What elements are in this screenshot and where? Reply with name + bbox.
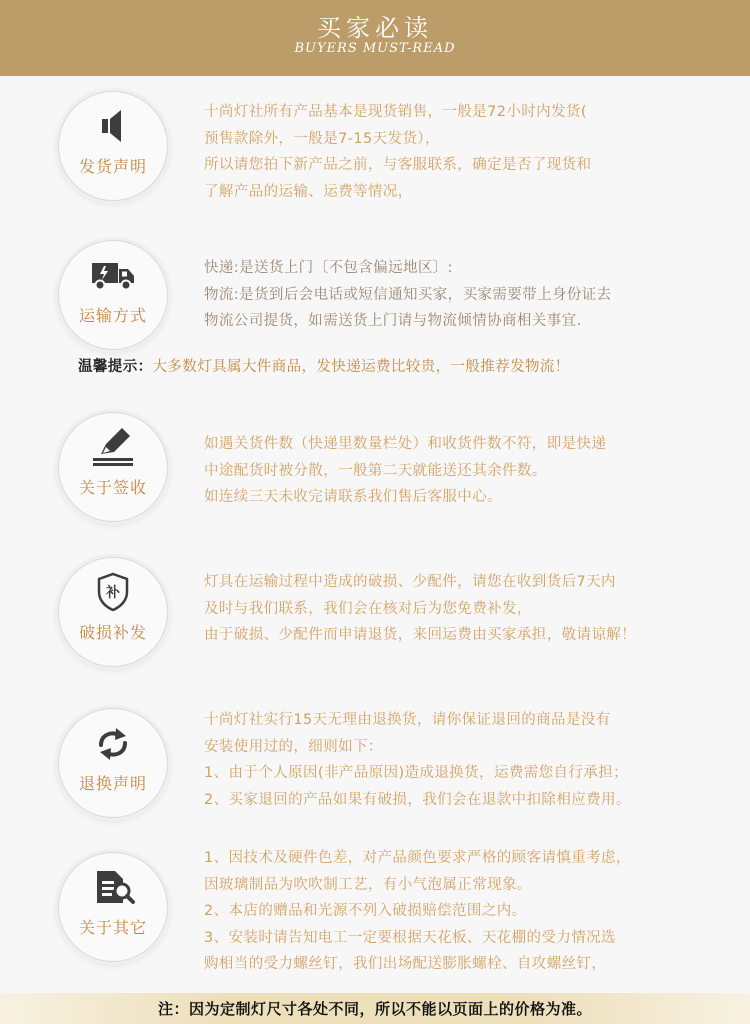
text-line: 预售款除外，一般是7-15天发货）， — [204, 130, 440, 147]
section-badge — [58, 557, 168, 667]
warm-tip — [78, 355, 570, 376]
text-line: 快递:是送货上门〔不包含偏远地区〕: — [204, 260, 453, 276]
text-line: 安装使用过的，细则如下： — [204, 738, 383, 755]
text-line: 购相当的受力螺丝钉，我们出场配送膨胀螺栓、自攻螺丝钉， — [204, 956, 607, 972]
text-line: 及时与我们联系，我们会在核对后为您免费补发， — [204, 600, 532, 617]
section-label: 退换声明 — [78, 774, 147, 793]
tip-text: 大多数灯具属大件商品，发快递运费比较贵，一般推荐发物流！ — [152, 359, 570, 375]
text-line: 物流公司提货，如需送货上门请与物流倾情协商相关事宜. — [204, 313, 582, 329]
text-line: 中途配货时被分散，一般第二天就能送还其余件数。 — [204, 462, 547, 479]
section-text — [204, 845, 724, 978]
document-search-icon — [89, 867, 137, 907]
tip-label: 温馨提示： — [78, 359, 153, 375]
section-text — [204, 431, 724, 511]
text-line: 2、本店的赠品和光源不列入破损赔偿范围之内。 — [204, 903, 527, 919]
text-line: 十尚灯社实行15天无理由退换货，请你保证退回的商品是没有 — [204, 712, 611, 728]
text-line: 2、买家退回的产品如果有破损，我们会在退款中扣除相应费用。 — [204, 791, 631, 808]
section-label: 发货声明 — [78, 157, 147, 176]
truck-icon — [89, 255, 137, 295]
text-line: 十尚灯社所有产品基本是现货销售，一般是72小时内发货( — [204, 104, 587, 120]
text-line: 由于破损、少配件而申请退货，来回运费由买家承担，敬请谅解！ — [204, 627, 637, 643]
section-badge — [58, 412, 168, 522]
text-line: 了解产品的运输、运费等情况， — [204, 183, 413, 200]
section-label: 关于签收 — [78, 478, 147, 497]
shield-glyph: 补 — [106, 585, 120, 601]
text-line: 如遇关货件数（快递里数量栏处）和收货件数不符，即是快递 — [204, 436, 607, 452]
section-label: 关于其它 — [78, 918, 147, 937]
page-subtitle: BUYERS MUST-READ — [294, 41, 456, 56]
text-line: 1、因技术及硬件色差，对产品颜色要求严格的顾客请慎重考虑， — [204, 850, 631, 866]
section-text — [204, 255, 724, 335]
section-badge — [58, 91, 168, 201]
section-badge — [58, 708, 168, 818]
section-text — [204, 707, 724, 813]
section-text — [204, 99, 724, 205]
text-line: 如连续三天未收完请联系我们售后客服中心。 — [204, 489, 502, 505]
section-badge — [58, 852, 168, 962]
footer-note-bar — [0, 993, 750, 1024]
text-line: 物流:是货到后会电话或短信通知买家，买家需要带上身份证去 — [204, 286, 612, 303]
section-label: 运输方式 — [78, 306, 147, 325]
speaker-icon — [89, 106, 137, 146]
text-line: 1、由于个人原因(非产品原因)造成退换货，运费需您自行承担； — [204, 765, 629, 781]
section-label: 破损补发 — [78, 623, 147, 642]
exchange-arrows-icon — [89, 723, 137, 763]
text-line: 所以请您拍下新产品之前，与客服联系，确定是否了现货和 — [204, 157, 592, 173]
pen-sign-icon — [89, 427, 137, 467]
footer-note: 注：因为定制灯尺寸各处不同，所以不能以页面上的价格为准。 — [157, 1000, 592, 1018]
section-badge — [58, 240, 168, 350]
shield-icon — [89, 572, 137, 612]
text-line: 3、安装时请告知电工一定要根据天花板、天花棚的受力情况选 — [204, 929, 616, 946]
section-text — [204, 569, 724, 649]
page-title: 买家必读 — [317, 14, 433, 42]
text-line: 因玻璃制品为吹吹制工艺，有小气泡属正常现象。 — [204, 876, 532, 893]
text-line: 灯具在运输过程中造成的破损、少配件，请您在收到货后7天内 — [204, 574, 616, 590]
header-banner — [0, 0, 750, 76]
